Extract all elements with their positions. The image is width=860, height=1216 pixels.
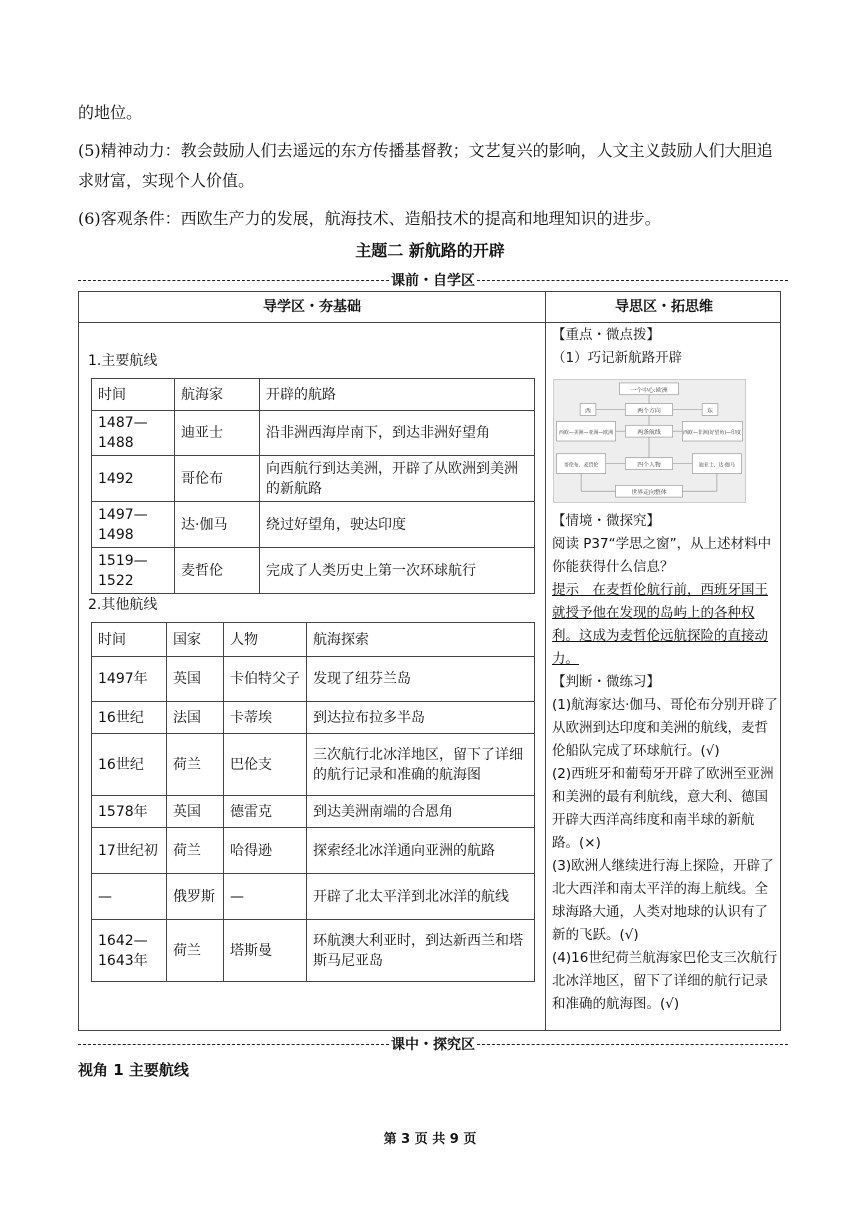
judgment-item-2: (2)西班牙和葡萄牙开辟了欧洲至亚洲和美洲的最有利航线，意大利、德国开辟大西洋高纬度和南半球的新航路。(×) bbox=[552, 766, 774, 851]
table-cell: 完成了人类历史上第一次环球航行 bbox=[260, 548, 535, 594]
other-routes-heading: 2.其他航线 bbox=[88, 597, 158, 613]
table-cell: 卡蒂埃 bbox=[224, 702, 307, 734]
table-cell: 沿非洲西海岸南下，到达非洲好望角 bbox=[260, 411, 535, 456]
scenario-question: 阅读 P37“学思之窗”，从上述材料中你能获得什么信息？ bbox=[552, 536, 772, 575]
table-header-cell: 航海探索 bbox=[307, 623, 535, 657]
table-header-cell: 时间 bbox=[92, 379, 175, 411]
divider-pre-class bbox=[78, 270, 788, 290]
table-cell: 法国 bbox=[167, 702, 224, 734]
scenario-hint: 提示 在麦哲伦航行前，西班牙国王就授予他在发现的岛屿上的各种权利。这成为麦哲伦远航探险的直接动力。 bbox=[552, 582, 768, 667]
table-cell: 塔斯曼 bbox=[224, 920, 307, 982]
table-cell: 达·伽马 bbox=[175, 502, 260, 548]
table-header-row bbox=[92, 379, 535, 411]
table-cell: 卡伯特父子 bbox=[224, 657, 307, 702]
table-cell: 发现了纽芬兰岛 bbox=[307, 657, 535, 702]
section-title: 主题二 新航路的开辟 bbox=[355, 241, 505, 260]
table-cell: 荷兰 bbox=[167, 920, 224, 982]
main-routes-heading: 1.主要航线 bbox=[88, 353, 158, 369]
diagram-center: 一个中心:欧洲 bbox=[630, 387, 668, 394]
table-cell: 1497—1498 bbox=[92, 502, 175, 548]
paragraph-objective-conditions: (6)客观条件：西欧生产力的发展，航海技术、造船技术的提高和地理知识的进步。 bbox=[78, 209, 661, 228]
table-cell: — bbox=[224, 874, 307, 920]
table-cell: 麦哲伦 bbox=[175, 548, 260, 594]
mnemonic-heading: （1）巧记新航路开辟 bbox=[552, 350, 683, 366]
table-cell: 到达美洲南端的合恩角 bbox=[307, 796, 535, 828]
diagram-two-routes: 两条航线 bbox=[637, 430, 661, 437]
table-cell: 哈得逊 bbox=[224, 828, 307, 874]
right-column-top bbox=[552, 324, 778, 370]
table-header-cell: 航海家 bbox=[175, 379, 260, 411]
table-row bbox=[92, 734, 535, 796]
table-cell: 德雷克 bbox=[224, 796, 307, 828]
other-routes-table bbox=[91, 622, 535, 982]
table-row bbox=[92, 920, 535, 982]
table-row bbox=[92, 456, 535, 502]
divider-in-class bbox=[78, 1034, 788, 1054]
judgment-label: 【判断・微练习】 bbox=[552, 674, 660, 690]
table-cell: 巴伦支 bbox=[224, 734, 307, 796]
table-header-cell: 国家 bbox=[167, 623, 224, 657]
table-cell: 1497年 bbox=[92, 657, 167, 702]
right-column-heading: 导思区・拓思维 bbox=[615, 299, 713, 315]
table-row bbox=[92, 657, 535, 702]
table-cell: 16世纪 bbox=[92, 702, 167, 734]
table-cell: 1492 bbox=[92, 456, 175, 502]
diagram-west-people: 哥伦布、麦哲伦 bbox=[563, 462, 599, 469]
diagram-east: 东 bbox=[707, 408, 713, 415]
divider-label: 课中・探究区 bbox=[391, 1037, 475, 1053]
table-header-row bbox=[92, 623, 535, 657]
table-cell: 1642—1643年 bbox=[92, 920, 167, 982]
left-column-heading: 导学区・夯基础 bbox=[263, 299, 361, 315]
table-cell: — bbox=[92, 874, 167, 920]
main-routes-table bbox=[91, 378, 535, 594]
table-row bbox=[92, 702, 535, 734]
table-cell: 1519—1522 bbox=[92, 548, 175, 594]
page-footer: 第 3 页 共 9 页 bbox=[383, 1132, 477, 1147]
intro-line: 的地位。 bbox=[78, 103, 143, 122]
table-row bbox=[92, 828, 535, 874]
diagram-two-directions: 两个方向 bbox=[637, 408, 661, 415]
route-mnemonic-diagram bbox=[553, 379, 746, 503]
table-row bbox=[92, 548, 535, 594]
table-header-cell: 开辟的航路 bbox=[260, 379, 535, 411]
divider-label: 课前・自学区 bbox=[391, 273, 475, 289]
table-cell: 英国 bbox=[167, 657, 224, 702]
table-row bbox=[92, 796, 535, 828]
diagram-west-route: 西欧—美洲—亚洲—欧洲 bbox=[559, 430, 614, 437]
diagram-east-people: 迪亚士、达·伽马 bbox=[698, 462, 735, 469]
judgment-item-3: (3)欧洲人继续进行海上探险，开辟了北大西洋和南太平洋的海上航线。全球海路大通，人类对地球的认识有了新的飞跃。(√) bbox=[552, 858, 774, 943]
table-cell: 1487—1488 bbox=[92, 411, 175, 456]
table-cell: 开辟了北太平洋到北冰洋的航线 bbox=[307, 874, 535, 920]
table-cell: 环航澳大利亚时，到达新西兰和塔斯马尼亚岛 bbox=[307, 920, 535, 982]
table-row bbox=[92, 411, 535, 456]
table-row bbox=[92, 502, 535, 548]
diagram-east-route: 西欧—非洲(好望角)—印度 bbox=[683, 430, 741, 437]
table-cell: 1578年 bbox=[92, 796, 167, 828]
diagram-bottom: 世界走向整体 bbox=[631, 490, 667, 497]
table-cell: 三次航行北冰洋地区，留下了详细的航行记录和准确的航海图 bbox=[307, 734, 535, 796]
table-row bbox=[92, 874, 535, 920]
table-cell: 荷兰 bbox=[167, 734, 224, 796]
table-cell: 向西航行到达美洲，开辟了从欧洲到美洲的新航路 bbox=[260, 456, 535, 502]
table-cell: 哥伦布 bbox=[175, 456, 260, 502]
table-cell: 16世纪 bbox=[92, 734, 167, 796]
right-column-body bbox=[552, 510, 778, 1016]
paragraph-spiritual-motivation: (5)精神动力：教会鼓励人们去遥远的东方传播基督教；文艺复兴的影响，人文主义鼓励人们大胆追求财富，实现个人价值。 bbox=[78, 141, 773, 190]
table-cell: 荷兰 bbox=[167, 828, 224, 874]
table-header-cell: 时间 bbox=[92, 623, 167, 657]
diagram-west: 西 bbox=[585, 408, 591, 415]
table-cell: 17世纪初 bbox=[92, 828, 167, 874]
table-header-cell: 人物 bbox=[224, 623, 307, 657]
table-cell: 迪亚士 bbox=[175, 411, 260, 456]
judgment-item-4: (4)16世纪荷兰航海家巴伦支三次航行北冰洋地区，留下了详细的航行记录和准确的航海图。(√) bbox=[552, 950, 778, 1012]
scenario-label: 【情境・微探究】 bbox=[552, 513, 660, 529]
key-points-label: 【重点・微点拨】 bbox=[552, 327, 660, 343]
perspective-heading: 视角 1 主要航线 bbox=[78, 1061, 189, 1079]
table-cell: 到达拉布拉多半岛 bbox=[307, 702, 535, 734]
table-cell: 英国 bbox=[167, 796, 224, 828]
table-cell: 探索经北冰洋通向亚洲的航路 bbox=[307, 828, 535, 874]
table-cell: 俄罗斯 bbox=[167, 874, 224, 920]
judgment-item-1: (1)航海家达·伽马、哥伦布分别开辟了从欧洲到达印度和美洲的航线，麦哲伦船队完成了环球航行。(√) bbox=[552, 697, 778, 759]
table-cell: 绕过好望角，驶达印度 bbox=[260, 502, 535, 548]
diagram-four-people: 四个人物 bbox=[637, 462, 661, 469]
